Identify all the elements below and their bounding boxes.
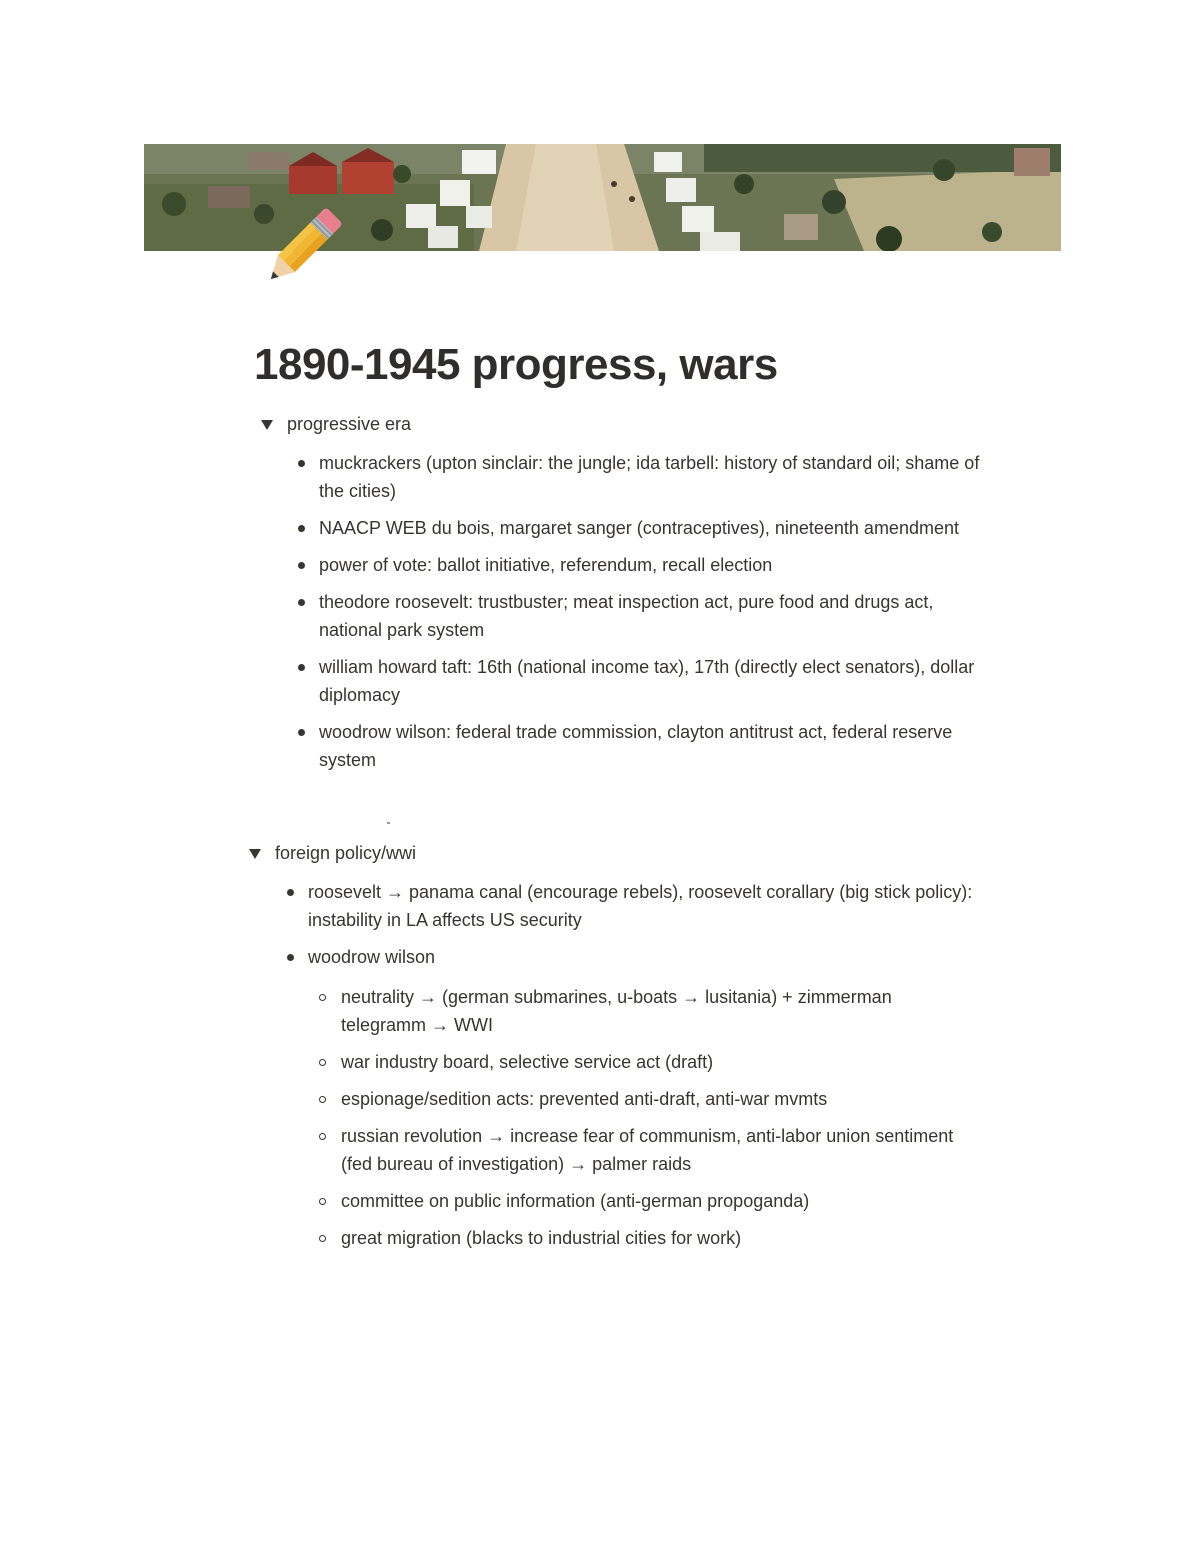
bullet-ring-icon xyxy=(319,1133,326,1140)
toggle-label: foreign policy/wwi xyxy=(275,843,417,863)
list-item: william howard taft: 16th (national income tax), 17th (directly elect senators), dollar diplomacy xyxy=(319,653,984,709)
bullet-ring-icon xyxy=(319,1059,326,1066)
list-item: theodore roosevelt: trustbuster; meat inspection act, pure food and drugs act, national park system xyxy=(319,588,984,644)
list-item: war industry board, selective service act (draft) xyxy=(341,1048,961,1076)
list-item: woodrow wilson: federal trade commission, clayton antitrust act, federal reserve system xyxy=(319,718,984,774)
list-item: committee on public information (anti-german propoganda) xyxy=(341,1187,961,1215)
toggle-progressive-era[interactable] xyxy=(261,414,411,435)
bullet-dot-icon xyxy=(298,664,305,671)
bullet-ring-icon xyxy=(319,1096,326,1103)
bullet-dot-icon xyxy=(298,525,305,532)
list-item: power of vote: ballot initiative, referendum, recall election xyxy=(319,551,984,579)
list-item: espionage/sedition acts: prevented anti-draft, anti-war mvmts xyxy=(341,1085,961,1113)
bullet-dot-icon xyxy=(298,599,305,606)
bullet-ring-icon xyxy=(319,1198,326,1205)
bullet-dot-icon xyxy=(298,562,305,569)
page-title: 1890-1945 progress, wars xyxy=(254,340,778,389)
toggle-triangle-icon[interactable] xyxy=(249,849,261,859)
foreign-policy-list xyxy=(308,878,973,980)
bullet-ring-icon xyxy=(319,1235,326,1242)
bullet-dot-icon xyxy=(298,460,305,467)
bullet-dot-icon xyxy=(287,954,294,961)
woodrow-wilson-sublist xyxy=(341,983,961,1261)
toggle-triangle-icon[interactable] xyxy=(261,420,273,430)
list-item: roosevelt → panama canal (encourage rebels), roosevelt corallary (big stick policy): instability in LA affects US security xyxy=(308,878,973,934)
toggle-label: progressive era xyxy=(287,414,412,434)
stray-mark xyxy=(387,822,390,824)
toggle-foreign-policy-wwi[interactable] xyxy=(249,843,416,864)
list-item: great migration (blacks to industrial cities for work) xyxy=(341,1224,961,1252)
bullet-ring-icon xyxy=(319,994,326,1001)
pencil-icon[interactable] xyxy=(254,200,350,296)
list-item: neutrality → (german submarines, u-boats → lusitania) + zimmerman telegramm → WWI xyxy=(341,983,961,1039)
list-item: muckrackers (upton sinclair: the jungle; ida tarbell: history of standard oil; shame of the cities) xyxy=(319,449,984,505)
list-item: russian revolution → increase fear of communism, anti-labor union sentiment (fed bureau of investigation) → palmer raids xyxy=(341,1122,961,1178)
bullet-dot-icon xyxy=(287,889,294,896)
bullet-dot-icon xyxy=(298,729,305,736)
list-item: woodrow wilson xyxy=(308,943,973,971)
list-item: NAACP WEB du bois, margaret sanger (contraceptives), nineteenth amendment xyxy=(319,514,984,542)
progressive-era-list xyxy=(319,449,984,783)
